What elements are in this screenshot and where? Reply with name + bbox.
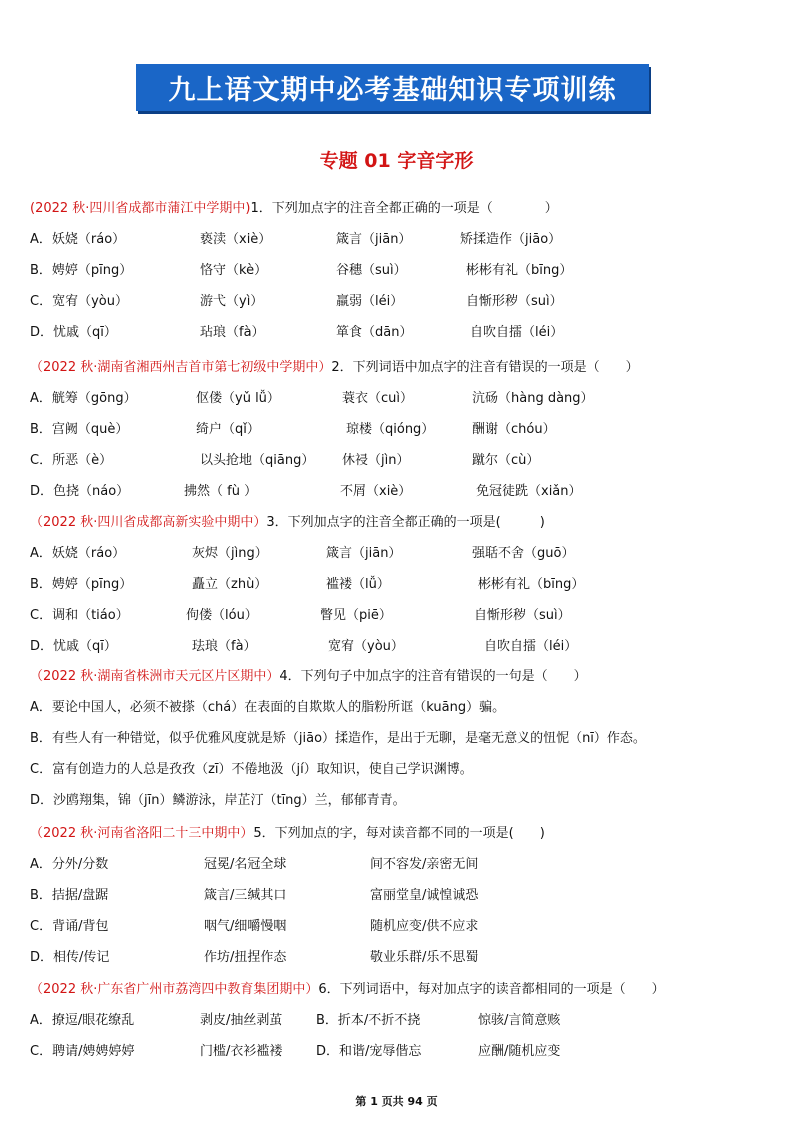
option-cell: B．折本/不折不挠 <box>316 1013 421 1028</box>
option-sentence: A．要论中国人，必须不被搽（chá）在表面的自欺欺人的脂粉所诓（kuāng）骗。 <box>30 700 506 715</box>
option-cell: C．背诵/背包 <box>30 919 109 934</box>
option-cell: 自惭形秽（suì） <box>474 608 571 623</box>
option-cell: 珐琅（fà） <box>192 639 257 654</box>
option-cell: 绮户（qǐ） <box>196 422 260 437</box>
option-cell: 应酬/随机应变 <box>478 1044 561 1059</box>
question-stem <box>30 507 770 538</box>
option-row <box>30 911 770 942</box>
question-text: 2．下列词语中加点字的注音有错误的一项是（ ） <box>331 360 639 375</box>
option-row <box>30 569 770 600</box>
option-cell: 宽宥（yòu） <box>328 639 404 654</box>
question-1 <box>30 193 770 348</box>
option-cell: 游弋（yì） <box>200 294 264 309</box>
question-stem <box>30 193 770 224</box>
option-row <box>30 880 770 911</box>
option-cell: 彬彬有礼（bīng） <box>478 577 585 592</box>
question-source: （2022 秋·湖南省株洲市天元区片区期中） <box>30 669 280 684</box>
option-cell: B．拮据/盘踞 <box>30 888 109 903</box>
option-cell: 彬彬有礼（bīng） <box>466 263 573 278</box>
option-cell: 沆砀（hàng dàng） <box>472 391 594 406</box>
option-row <box>30 224 770 255</box>
option-cell: 以头抢地（qiāng） <box>200 453 315 468</box>
option-cell: 强聒不舍（guō） <box>472 546 575 561</box>
option-cell: 箴言（jiān） <box>326 546 402 561</box>
question-stem <box>30 352 770 383</box>
option-cell: B．娉婷（pīng） <box>30 577 133 592</box>
option-cell: 惊骇/言简意赅 <box>478 1013 561 1028</box>
option-cell: A．妖娆（ráo） <box>30 232 126 247</box>
option-cell: D．忧戚（qī） <box>30 639 117 654</box>
question-source: （2022 秋·湖南省湘西州吉首市第七初级中学期中） <box>30 360 332 375</box>
option-cell: 咽气/细嚼慢咽 <box>204 919 287 934</box>
option-cell: 箪食（dān） <box>336 325 413 340</box>
option-cell: A．分外/分数 <box>30 857 109 872</box>
option-cell: 冠冕/名冠全球 <box>204 857 287 872</box>
option-cell: 箴言（jiān） <box>336 232 412 247</box>
option-cell: D．忧戚（qī） <box>30 325 117 340</box>
option-row <box>30 383 770 414</box>
option-cell: 瞥见（piē） <box>320 608 392 623</box>
question-2 <box>30 352 770 507</box>
option-row <box>30 445 770 476</box>
question-6 <box>30 974 770 1067</box>
question-text: 4．下列句子中加点字的注音有错误的一句是（ ） <box>279 669 587 684</box>
page-subtitle: 专题 01 字音字形 <box>319 150 474 172</box>
option-cell: C．所恶（è） <box>30 453 113 468</box>
option-row <box>30 849 770 880</box>
option-row <box>30 317 770 348</box>
option-cell: 羸弱（léi） <box>336 294 404 309</box>
option-cell: 作坊/扭捏作态 <box>204 950 287 965</box>
option-cell: C．调和（tiáo） <box>30 608 129 623</box>
option-cell: 谷穗（suì） <box>336 263 407 278</box>
option-cell: 蓑衣（cuì） <box>342 391 413 406</box>
option-sentence: D．沙鸥翔集，锦（jīn）鳞游泳，岸芷汀（tīng）兰，郁郁青青。 <box>30 793 406 808</box>
question-text: 3．下列加点字的注音全都正确的一项是( ) <box>266 515 545 530</box>
option-cell: 不屑（xiè） <box>340 484 412 499</box>
option-row <box>30 255 770 286</box>
option-row <box>30 1005 770 1036</box>
option-row <box>30 476 770 507</box>
option-row <box>30 600 770 631</box>
option-cell: A．觥筹（gōng） <box>30 391 137 406</box>
option-row <box>30 414 770 445</box>
question-3 <box>30 507 770 662</box>
option-cell: 剥皮/抽丝剥茧 <box>200 1013 283 1028</box>
option-cell: 休祲（jìn） <box>342 453 410 468</box>
option-cell: B．娉婷（pīng） <box>30 263 133 278</box>
option-cell: 门槛/衣衫褴褛 <box>200 1044 283 1059</box>
question-stem <box>30 661 770 692</box>
option-cell: 佝偻（lóu） <box>186 608 258 623</box>
option-row <box>30 631 770 662</box>
option-cell: 蹴尔（cù） <box>472 453 540 468</box>
question-source: （2022 秋·广东省广州市荔湾四中教育集团期中） <box>30 982 319 997</box>
option-row <box>30 286 770 317</box>
option-cell: 免冠徒跣（xiǎn） <box>476 484 582 499</box>
option-cell: C．宽宥（yòu） <box>30 294 128 309</box>
option-cell: A．妖娆（ráo） <box>30 546 126 561</box>
option-cell: C．聘请/娉娉婷婷 <box>30 1044 135 1059</box>
question-text: 5．下列加点的字，每对读音都不同的一项是( ) <box>253 826 545 841</box>
option-cell: 自惭形秽（suì） <box>466 294 563 309</box>
option-cell: 自吹自擂（léi） <box>484 639 578 654</box>
question-source: （2022 秋·河南省洛阳二十三中期中） <box>30 826 254 841</box>
option-cell: D．相传/传记 <box>30 950 110 965</box>
option-cell: D．色挠（náo） <box>30 484 130 499</box>
option-cell: 随机应变/供不应求 <box>370 919 479 934</box>
option-row <box>30 538 770 569</box>
option-cell: 褴褛（lǚ） <box>326 577 390 592</box>
question-5 <box>30 818 770 973</box>
option-cell: 矫揉造作（jiāo） <box>460 232 562 247</box>
option-sentence: C．富有创造力的人总是孜孜（zī）不倦地汲（jí）取知识，使自己学识渊博。 <box>30 762 473 777</box>
question-4 <box>30 661 770 816</box>
question-text: 6．下列词语中，每对加点字的读音都相同的一项是（ ） <box>318 982 665 997</box>
option-cell: 自吹自擂（léi） <box>470 325 564 340</box>
option-cell: 拂然（ fù ） <box>184 484 258 499</box>
option-cell: 敬业乐群/乐不思蜀 <box>370 950 479 965</box>
question-source: （2022 秋·四川省成都高新实验中期中） <box>30 515 267 530</box>
option-row <box>30 1036 770 1067</box>
option-cell: 琼楼（qióng） <box>346 422 435 437</box>
option-cell: 矗立（zhù） <box>192 577 268 592</box>
option-cell: 伛偻（yǔ lǚ） <box>196 391 280 406</box>
option-cell: 灰烬（jìng） <box>192 546 268 561</box>
question-source: (2022 秋·四川省成都市蒲江中学期中) <box>30 201 251 216</box>
option-sentence: B．有些人有一种错觉，似乎优雅风度就是矫（jiāo）揉造作，是出于无聊，是毫无意义的忸怩（nī）作态。 <box>30 731 646 746</box>
option-cell: B．宫阙（què） <box>30 422 129 437</box>
option-cell: 富丽堂皇/诚惶诚恐 <box>370 888 479 903</box>
question-stem <box>30 818 770 849</box>
option-cell: 恪守（kè） <box>200 263 268 278</box>
option-cell: A．撩逗/眼花缭乱 <box>30 1013 135 1028</box>
question-text: 1．下列加点字的注音全都正确的一项是（ ） <box>250 201 558 216</box>
option-cell: 箴言/三缄其口 <box>204 888 287 903</box>
option-cell: 玷琅（fà） <box>200 325 265 340</box>
option-cell: D．和谐/宠辱偕忘 <box>316 1044 422 1059</box>
option-cell: 酬谢（chóu） <box>472 422 556 437</box>
option-row <box>30 942 770 973</box>
page-banner: 九上语文期中必考基础知识专项训练 <box>136 64 649 111</box>
page-footer: 第 1 页共 94 页 <box>355 1095 438 1108</box>
option-cell: 间不容发/亲密无间 <box>370 857 479 872</box>
question-stem <box>30 974 770 1005</box>
option-cell: 亵渎（xiè） <box>200 232 272 247</box>
